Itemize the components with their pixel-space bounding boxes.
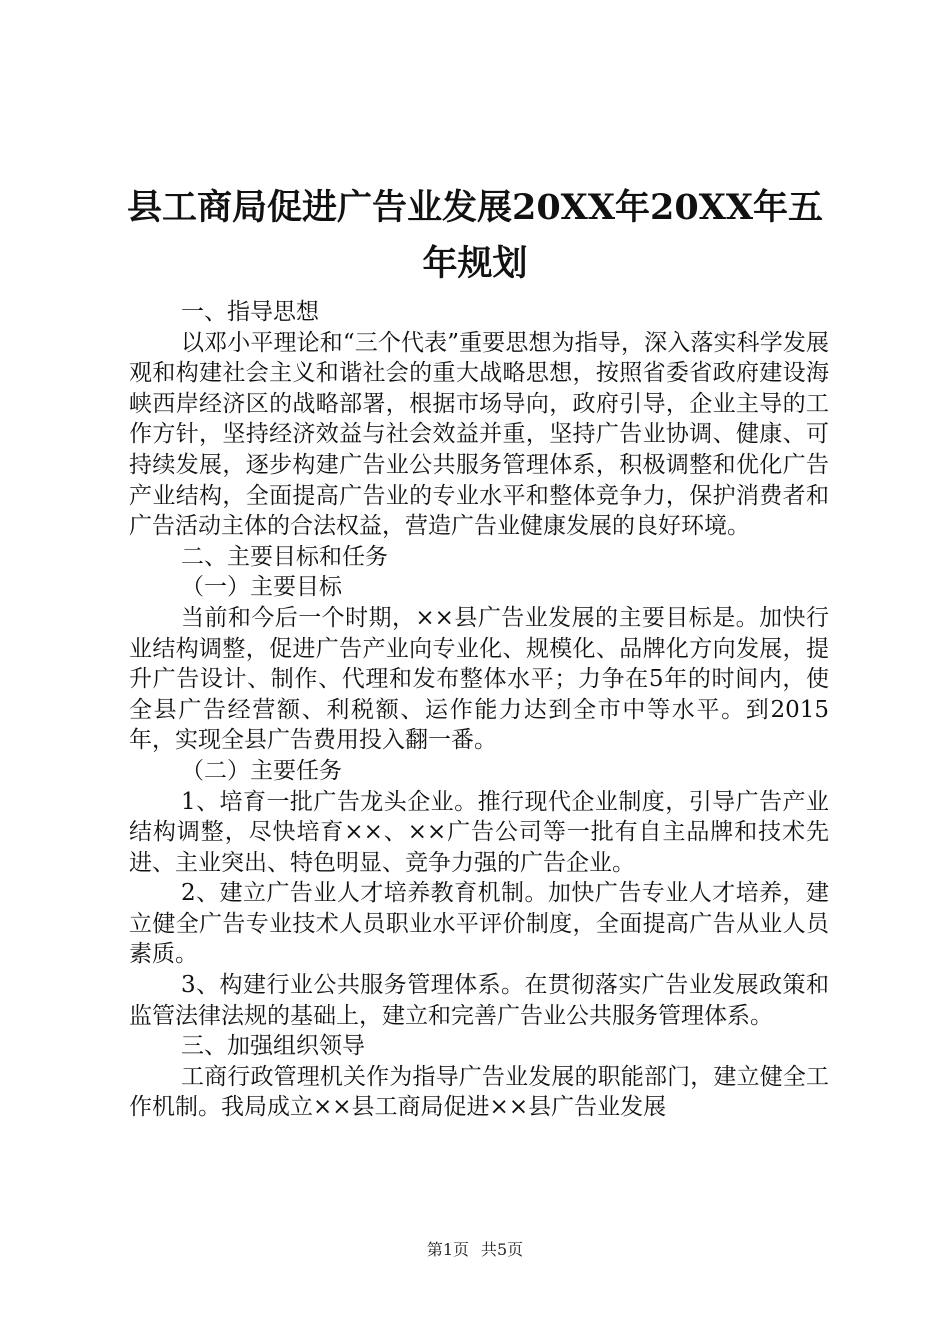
document-body — [129, 297, 829, 1123]
paragraph-main-goals: 当前和今后一个时期，××县广告业发展的主要目标是。加快行业结构调整，促进广告产业向专业化、规模化、品牌化方向发展，提升广告设计、制作、代理和发布整体水平；力争在5年的时间内，使全县广告经营额、利税额、运作能力达到全市中等水平。到2015年，实现全县广告费用投入翻一番。 — [129, 604, 829, 754]
subheading-main-goals: （一）主要目标 — [181, 574, 342, 601]
page-number: 第1页 — [426, 1240, 469, 1259]
subheading-main-tasks: （二）主要任务 — [181, 757, 342, 784]
section-heading-guiding-ideology: 一、指导思想 — [181, 299, 319, 325]
document-title: 县工商局促进广告业发展20XX年20XX年五年规划 — [126, 187, 824, 284]
section-heading-leadership: 三、加强组织领导 — [181, 1033, 365, 1060]
paragraph-leadership: 工商行政管理机关作为指导广告业发展的职能部门，建立健全工作机制。我局成立××县工商局促进××县广告业发展 — [129, 1063, 829, 1121]
page-footer — [0, 1240, 950, 1260]
section-heading-goals-and-tasks: 二、主要目标和任务 — [181, 543, 388, 570]
paragraph-task-2: 2、建立广告业人才培养教育机制。加快广告专业人才培养，建立健全广告专业技术人员职业水平评价制度，全面提高广告从业人员素质。 — [129, 880, 829, 968]
paragraph-guiding-ideology: 以邓小平理论和“三个代表”重要思想为指导，深入落实科学发展观和构建社会主义和谐社会的重大战略思想，按照省委省政府建设海峡西岸经济区的战略部署，根据市场导向，政府引导，企业主导的工作方针，坚持经济效益与社会效益并重，坚持广告业协调、健康、可持续发展，逐步构建广告业公共服务管理体系，积极调整和优化广告产业结构，全面提高广告业的专业水平和整体竞争力，保护消费者和广告活动主体的合法权益，营造广告业健康发展的良好环境。 — [129, 329, 829, 540]
paragraph-task-3: 3、构建行业公共服务管理体系。在贯彻落实广告业发展政策和监管法律法规的基础上，建立和完善广告业公共服务管理体系。 — [129, 972, 829, 1029]
paragraph-task-1: 1、培育一批广告龙头企业。推行现代企业制度，引导广告产业结构调整，尽快培育××、××广告公司等一批有自主品牌和技术先进、主业突出、特色明显、竞争力强的广告企业。 — [129, 788, 829, 876]
page-total: 共5页 — [481, 1240, 524, 1259]
